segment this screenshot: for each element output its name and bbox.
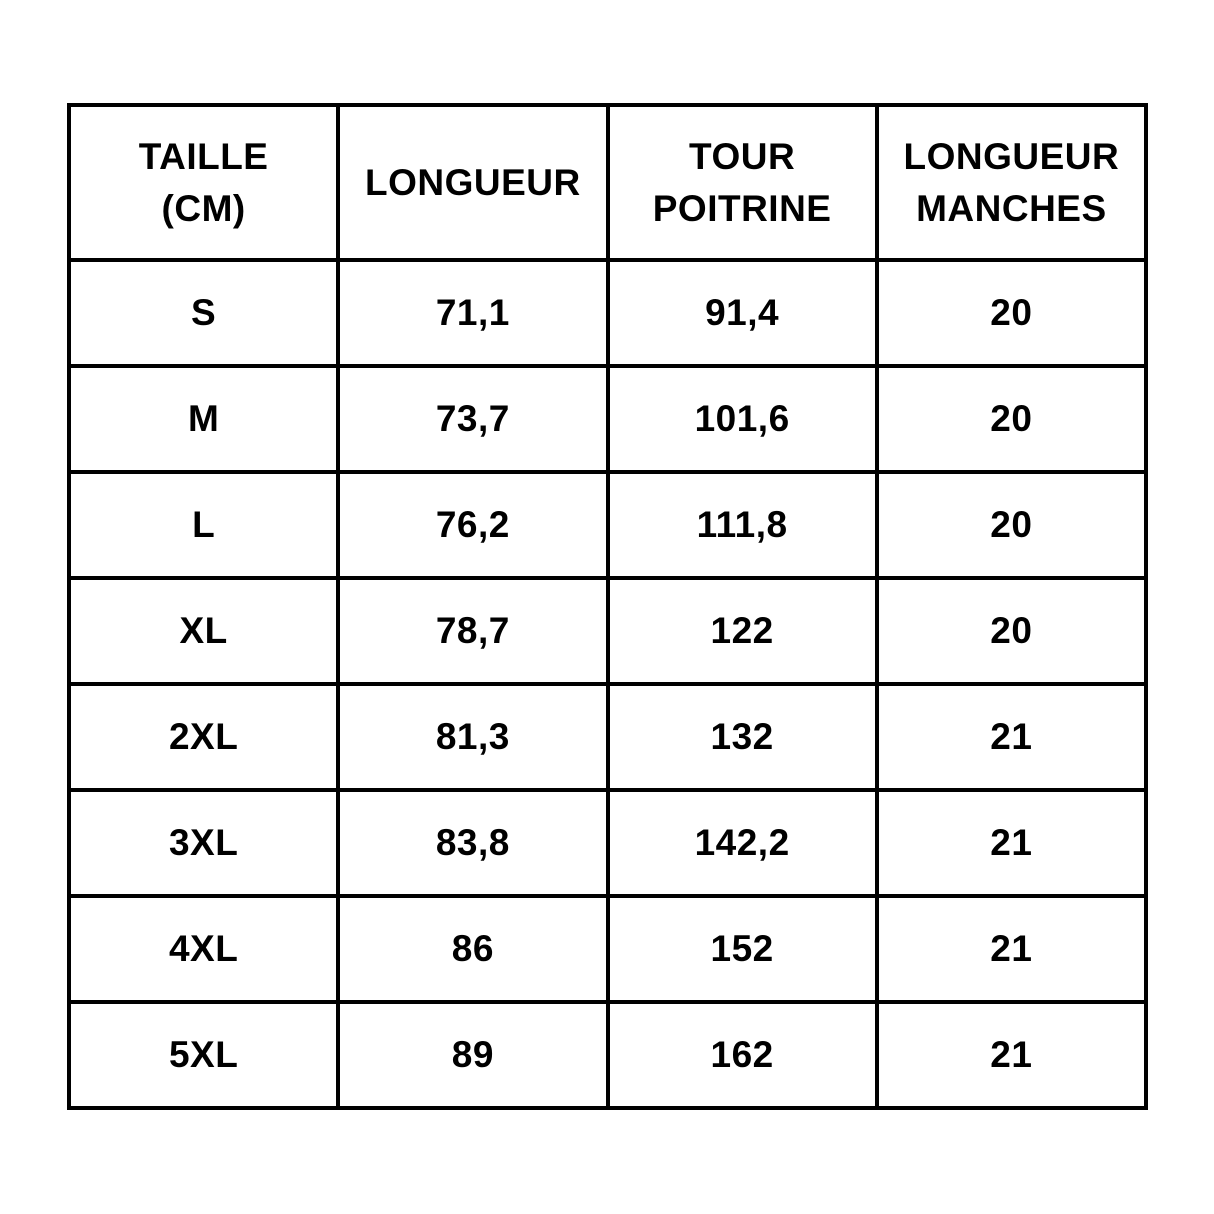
column-header-longueur-manches <box>877 105 1146 260</box>
cell-tour-poitrine: 142,2 <box>608 790 877 896</box>
table-body <box>69 260 1146 1108</box>
column-header-line: LONGUEUR <box>365 161 581 203</box>
cell-longueur-manches: 21 <box>877 896 1146 1002</box>
table-row-4xl <box>69 896 1146 1002</box>
size-chart-table <box>67 103 1148 1110</box>
cell-longueur: 89 <box>338 1002 607 1108</box>
cell-longueur: 76,2 <box>338 472 607 578</box>
cell-longueur: 78,7 <box>338 578 607 684</box>
table-row-l <box>69 472 1146 578</box>
column-header-line: TAILLE <box>138 135 269 177</box>
cell-longueur-manches: 21 <box>877 790 1146 896</box>
column-header-line: POITRINE <box>652 187 832 229</box>
cell-longueur: 73,7 <box>338 366 607 472</box>
cell-longueur: 86 <box>338 896 607 1002</box>
cell-longueur-manches: 20 <box>877 472 1146 578</box>
table-row-2xl <box>69 684 1146 790</box>
cell-size: 4XL <box>69 896 338 1002</box>
table-header <box>69 105 1146 260</box>
cell-longueur-manches: 21 <box>877 1002 1146 1108</box>
table-row-s <box>69 260 1146 366</box>
cell-longueur: 71,1 <box>338 260 607 366</box>
column-header-tour-poitrine <box>608 105 877 260</box>
cell-longueur-manches: 20 <box>877 366 1146 472</box>
cell-tour-poitrine: 162 <box>608 1002 877 1108</box>
cell-size: 5XL <box>69 1002 338 1108</box>
cell-size: M <box>69 366 338 472</box>
cell-tour-poitrine: 111,8 <box>608 472 877 578</box>
cell-tour-poitrine: 122 <box>608 578 877 684</box>
cell-tour-poitrine: 91,4 <box>608 260 877 366</box>
cell-size: 2XL <box>69 684 338 790</box>
table-row-5xl <box>69 1002 1146 1108</box>
cell-size: S <box>69 260 338 366</box>
cell-size: XL <box>69 578 338 684</box>
column-header-line: MANCHES <box>916 187 1107 229</box>
cell-tour-poitrine: 132 <box>608 684 877 790</box>
table-row-m <box>69 366 1146 472</box>
cell-tour-poitrine: 152 <box>608 896 877 1002</box>
cell-longueur: 81,3 <box>338 684 607 790</box>
cell-longueur-manches: 20 <box>877 578 1146 684</box>
column-header-taille-cm <box>69 105 338 260</box>
cell-tour-poitrine: 101,6 <box>608 366 877 472</box>
cell-longueur-manches: 20 <box>877 260 1146 366</box>
column-header-line: LONGUEUR <box>903 135 1120 177</box>
table-row-3xl <box>69 790 1146 896</box>
column-header-line: TOUR <box>689 135 796 177</box>
cell-size: L <box>69 472 338 578</box>
column-header-line: (CM) <box>161 187 246 229</box>
column-header-longueur <box>338 105 607 260</box>
header-row <box>69 105 1146 260</box>
cell-longueur: 83,8 <box>338 790 607 896</box>
cell-longueur-manches: 21 <box>877 684 1146 790</box>
cell-size: 3XL <box>69 790 338 896</box>
table-row-xl <box>69 578 1146 684</box>
